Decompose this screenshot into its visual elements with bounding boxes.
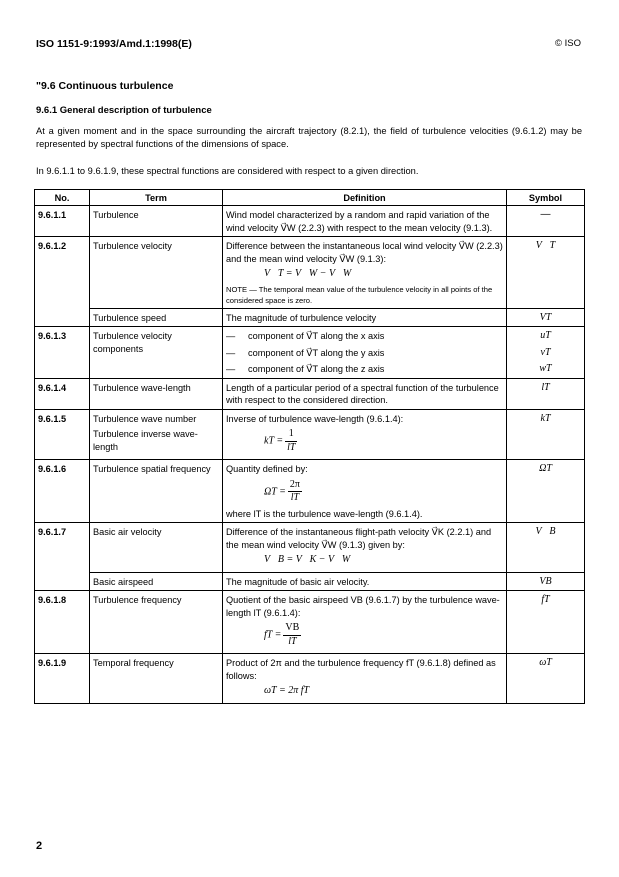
note: NOTE — The temporal mean value of the turbulence velocity in all points of the considered space is zero.	[226, 284, 493, 305]
row-definition: The magnitude of turbulence velocity	[223, 308, 507, 327]
component-line: — component of V⃗T along the z axis	[226, 364, 385, 374]
row-number: 9.6.1.6	[35, 460, 90, 523]
formula: V⃗B = V⃗K − V⃗W	[264, 554, 351, 565]
document-id: ISO 1151-9:1993/Amd.1:1998(E)	[36, 38, 192, 50]
row-term: Turbulence velocity components	[90, 327, 223, 379]
row-symbol: ωT	[507, 654, 585, 704]
row-definition	[223, 591, 507, 654]
table-row	[35, 654, 585, 704]
definition-text: Difference of the instantaneous flight-path velocity V⃗K (2.2.1) and the mean wind velocity V⃗W (9.1.3) given by:	[226, 527, 492, 550]
row-definition	[223, 654, 507, 704]
scope-paragraph: In 9.6.1.1 to 9.6.1.9, these spectral functions are considered with respect to a given direction.	[36, 166, 419, 176]
table-row	[35, 460, 585, 523]
row-term: Turbulence frequency	[90, 591, 223, 654]
row-symbol: VB	[507, 572, 585, 591]
table-row	[35, 523, 585, 573]
component-line: — component of V⃗T along the x axis	[226, 331, 385, 341]
definition-text: Quantity defined by:	[226, 464, 308, 474]
row-definition: Length of a particular period of a spectral function of the turbulence with respect to the considered direction.	[223, 378, 507, 409]
row-number: 9.6.1.9	[35, 654, 90, 704]
table-row	[35, 237, 585, 309]
row-term: Temporal frequency	[90, 654, 223, 704]
row-symbol: VT	[507, 308, 585, 327]
row-term: Turbulence wave-length	[90, 378, 223, 409]
definitions-table	[34, 189, 585, 704]
row-number: 9.6.1.2	[35, 237, 90, 327]
definition-text: Inverse of turbulence wave-length (9.6.1.4):	[226, 413, 404, 424]
row-symbol: —	[507, 206, 585, 237]
definition-text: Difference between the instantaneous local wind velocity V⃗W (2.2.3) and the mean wind velocity V⃗W (9.1.3):	[226, 241, 503, 264]
page-number: 2	[36, 840, 43, 852]
table-row	[35, 378, 585, 409]
definition-text: where lT is the turbulence wave-length (9.6.1.4).	[226, 508, 423, 519]
row-symbol: ΩT	[507, 460, 585, 523]
row-term: Basic airspeed	[90, 572, 223, 591]
row-number: 9.6.1.8	[35, 591, 90, 654]
table-row	[35, 572, 585, 591]
table-row	[35, 409, 585, 460]
row-symbol: V⃗T	[507, 237, 585, 309]
row-definition: The magnitude of basic air velocity.	[223, 572, 507, 591]
row-definition	[223, 523, 507, 573]
subsection-title: 9.6.1 General description of turbulence	[36, 105, 212, 116]
table-row	[35, 591, 585, 654]
formula: V⃗T = V⃗W − V⃗W	[264, 268, 352, 279]
row-number: 9.6.1.3	[35, 327, 90, 379]
row-term: Basic air velocity	[90, 523, 223, 573]
row-number: 9.6.1.7	[35, 523, 90, 591]
row-term: Turbulence speed	[90, 308, 223, 327]
row-symbol: uT vT wT	[507, 327, 585, 379]
row-definition	[223, 409, 507, 460]
row-term: Turbulence	[90, 206, 223, 237]
header-no: No.	[35, 190, 90, 206]
row-symbol: fT	[507, 591, 585, 654]
component-line: — component of V⃗T along the y axis	[226, 347, 385, 358]
table-header	[35, 190, 585, 206]
row-symbol: lT	[507, 378, 585, 409]
header-definition: Definition	[223, 190, 507, 206]
formula: ΩT = $\frac{2\pi}{lT}$	[264, 478, 300, 503]
formula: fT = $\frac{VB}{lT}$	[264, 622, 300, 647]
row-definition	[223, 460, 507, 523]
section-title: "9.6 Continuous turbulence	[36, 80, 174, 92]
row-definition	[223, 327, 507, 379]
row-symbol: V⃗B	[507, 523, 585, 573]
row-term: Turbulence wave number Turbulence inverse wave-length	[90, 409, 223, 460]
row-term: Turbulence spatial frequency	[90, 460, 223, 523]
row-term: Turbulence velocity	[90, 237, 223, 309]
copyright: © ISO	[554, 38, 581, 49]
header-symbol: Symbol	[507, 190, 585, 206]
formula: kT = $\frac{1}{lT}$	[264, 428, 296, 453]
formula: ωT = 2π fT	[264, 685, 310, 696]
header-term: Term	[90, 190, 223, 206]
definition-text: Product of 2π and the turbulence frequency fT (9.6.1.8) defined as follows:	[226, 658, 496, 681]
row-number: 9.6.1.1	[35, 206, 90, 237]
table-row	[35, 206, 585, 237]
row-definition	[223, 237, 507, 309]
row-symbol: kT	[507, 409, 585, 460]
row-number: 9.6.1.5	[35, 409, 90, 460]
table-row	[35, 327, 585, 379]
row-number: 9.6.1.4	[35, 378, 90, 409]
intro-paragraph: At a given moment and in the space surrounding the aircraft trajectory (8.2.1), the field of turbulence velocities (9.6.1.2) may be represented by spectral functions of the dimensions of space.	[36, 126, 582, 149]
table-row	[35, 308, 585, 327]
row-definition: Wind model characterized by a random and rapid variation of the wind velocity V⃗W (2.2.3) with respect to the mean velocity (9.1.3).	[223, 206, 507, 237]
definition-text: Quotient of the basic airspeed VB (9.6.1.7) by the turbulence wave-length lT (9.6.1.4):	[226, 595, 500, 618]
